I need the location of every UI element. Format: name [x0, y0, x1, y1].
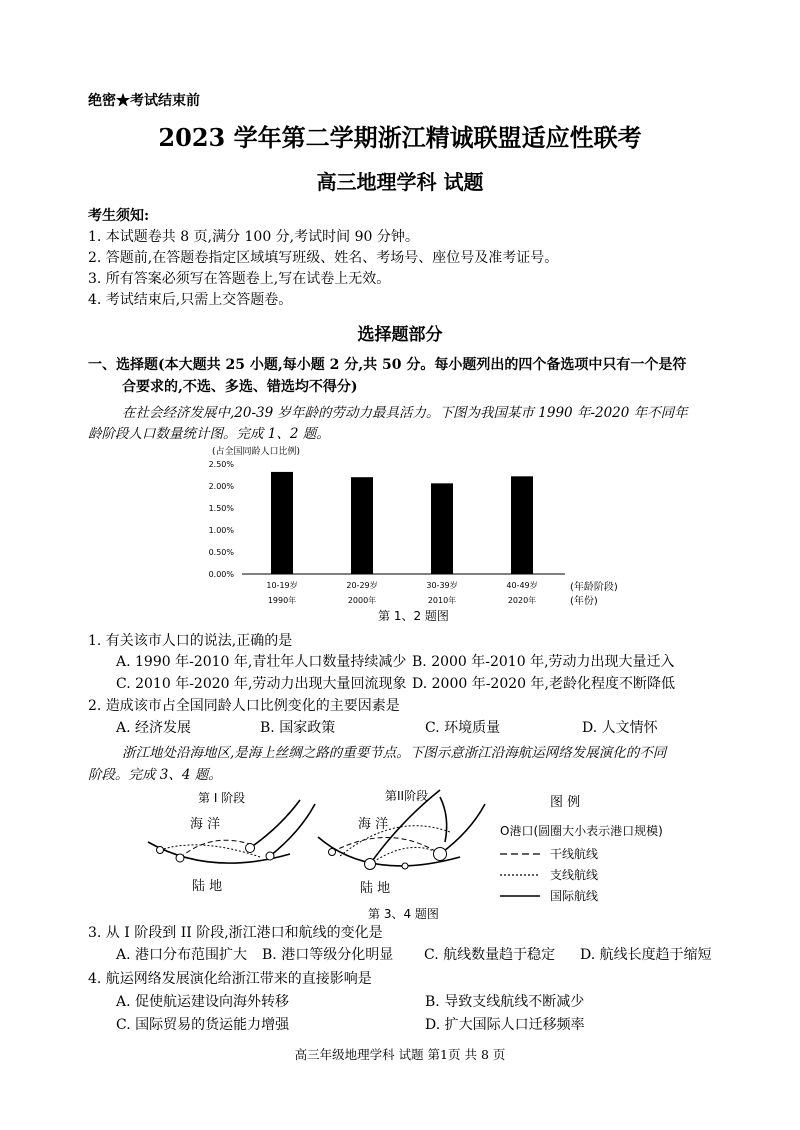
q2-option-b: B. 国家政策 — [260, 720, 336, 736]
port-circle — [157, 847, 164, 854]
ocean-label: 海 洋 — [358, 817, 389, 832]
secret-label: 绝密★考试结束前 — [88, 93, 200, 109]
map-caption: 第 3、4 题图 — [368, 907, 439, 921]
x-year-label: 1990年 — [267, 596, 297, 605]
y-tick-label: 1.00% — [208, 526, 234, 535]
port-circle — [365, 859, 376, 870]
age-population-chart — [200, 440, 620, 635]
section-title: 选择题部分 — [357, 325, 443, 345]
q2-option-d: D. 人文情怀 — [582, 720, 658, 736]
x-year-label: 2000年 — [347, 596, 377, 605]
intl-route — [440, 797, 447, 842]
port-circle — [434, 848, 447, 861]
y-tick-label: 1.50% — [208, 504, 234, 513]
legend-port: O港口(圆圈大小表示港口规模) — [500, 824, 663, 838]
port-circle — [329, 849, 336, 856]
y-tick-label: 0.50% — [208, 548, 234, 557]
y-tick-label: 0.00% — [208, 570, 234, 579]
q4-option-a: A. 促使航运建设向海外转移 — [116, 994, 290, 1010]
q1-option-a: A. 1990 年-2010 年,青壮年人口数量持续减少 — [116, 654, 407, 670]
chart-caption: 第 1、2 题图 — [378, 609, 449, 623]
exam-subtitle: 高三地理学科 试题 — [316, 170, 484, 194]
main-route — [180, 840, 250, 858]
notice-item: 1. 本试题卷共 8 页,满分 100 分,考试时间 90 分钟。 — [88, 229, 419, 245]
page-footer: 高三年级地理学科 试题 第1页 共 8 页 — [294, 1047, 506, 1062]
x-tick-label: 20-29岁 — [346, 581, 378, 590]
port-circle — [176, 854, 184, 862]
question-4-stem: 4. 航运网络发展演化给浙江带来的直接影响是 — [88, 971, 372, 987]
x-tick-label: 40-49岁 — [506, 581, 538, 590]
intl-route — [250, 800, 300, 848]
stage-1-map — [148, 800, 315, 863]
x-tick-label: 30-39岁 — [426, 581, 458, 590]
exam-title: 2023 学年第二学期浙江精诚联盟适应性联考 — [158, 123, 642, 152]
x-year-label: 2020年 — [507, 596, 537, 605]
shipping-network-diagram — [140, 782, 730, 922]
section-instruction: 合要求的,不选、多选、错选均不得分) — [122, 379, 358, 395]
q3-option-c: C. 航线数量趋于稳定 — [424, 947, 556, 963]
y-tick-label: 2.00% — [208, 482, 234, 491]
passage-2: 浙江地处沿海地区,是海上丝绸之路的重要节点。下图示意浙江沿海航运网络发展演化的不同 — [122, 745, 667, 761]
x-tick-label: 10-19岁 — [266, 581, 298, 590]
x-year-label: 2010年 — [427, 596, 457, 605]
bar — [271, 472, 293, 574]
x-axis-label-age: (年龄阶段) — [570, 582, 618, 593]
bar — [511, 476, 533, 574]
bar — [351, 477, 373, 574]
passage-1: 龄阶段人口数量统计图。完成 1、2 题。 — [88, 426, 330, 442]
main-route — [332, 837, 440, 854]
passage-2: 阶段。完成 3、4 题。 — [88, 767, 222, 783]
notice-item: 3. 所有答案必须写在答题卷上,写在试卷上无效。 — [88, 271, 391, 287]
q4-option-d: D. 扩大国际人口迁移频率 — [425, 1017, 585, 1033]
notice-heading: 考生须知: — [88, 208, 150, 224]
question-1-stem: 1. 有关该市人口的说法,正确的是 — [88, 633, 293, 649]
stage-1-label: 第 I 阶段 — [198, 791, 246, 805]
port-circle — [246, 844, 255, 853]
section-instruction: 一、选择题(本大题共 25 小题,每小题 2 分,共 50 分。每小题列出的四个备选项中只有一个是符 — [88, 357, 687, 373]
q3-option-d: D. 航线长度趋于缩短 — [580, 947, 712, 963]
branch-route — [160, 845, 260, 857]
intl-route — [270, 804, 315, 856]
q2-option-a: A. 经济发展 — [116, 720, 192, 736]
q1-option-c: C. 2010 年-2020 年,劳动力出现大量回流现象 — [116, 676, 407, 692]
notice-item: 2. 答题前,在答题卷指定区域填写班级、姓名、考场号、座位号及准考证号。 — [88, 250, 559, 266]
legend-main: 干线航线 — [550, 847, 599, 861]
legend-intl: 国际航线 — [550, 889, 599, 903]
y-tick-label: 2.50% — [208, 460, 234, 469]
chart-title: (占全国同龄人口比例) — [212, 447, 301, 457]
land-label: 陆 地 — [192, 879, 223, 894]
q3-option-a: A. 港口分布范围扩大 — [116, 947, 248, 963]
notice-item: 4. 考试结束后,只需上交答题卷。 — [88, 292, 293, 308]
q4-option-b: B. 导致支线航线不断减少 — [425, 994, 585, 1010]
bar — [431, 483, 453, 574]
ocean-label: 海 洋 — [190, 817, 221, 832]
q3-option-b: B. 港口等级分化明显 — [262, 947, 394, 963]
q4-option-c: C. 国际贸易的货运能力增强 — [116, 1017, 290, 1033]
q2-option-c: C. 环境质量 — [425, 720, 501, 736]
question-2-stem: 2. 造成该市占全国同龄人口比例变化的主要因素是 — [88, 698, 400, 714]
q1-option-d: D. 2000 年-2020 年,老龄化程度不断降低 — [412, 676, 675, 692]
legend-title: 图 例 — [550, 795, 581, 810]
stage-2-label: 第II阶段 — [385, 789, 429, 803]
port-circle — [402, 863, 408, 869]
passage-1: 在社会经济发展中,20-39 岁年龄的劳动力最具活力。下图为我国某市 1990 年-2020 年不同年 — [122, 405, 688, 421]
legend-branch: 支线航线 — [550, 868, 599, 882]
question-3-stem: 3. 从 I 阶段到 II 阶段,浙江港口和航线的变化是 — [88, 925, 383, 941]
port-circle — [266, 852, 274, 860]
q1-option-b: B. 2000 年-2010 年,劳动力出现大量迁入 — [412, 654, 675, 670]
x-axis-label-year: (年份) — [570, 596, 598, 607]
land-label: 陆 地 — [360, 881, 391, 896]
